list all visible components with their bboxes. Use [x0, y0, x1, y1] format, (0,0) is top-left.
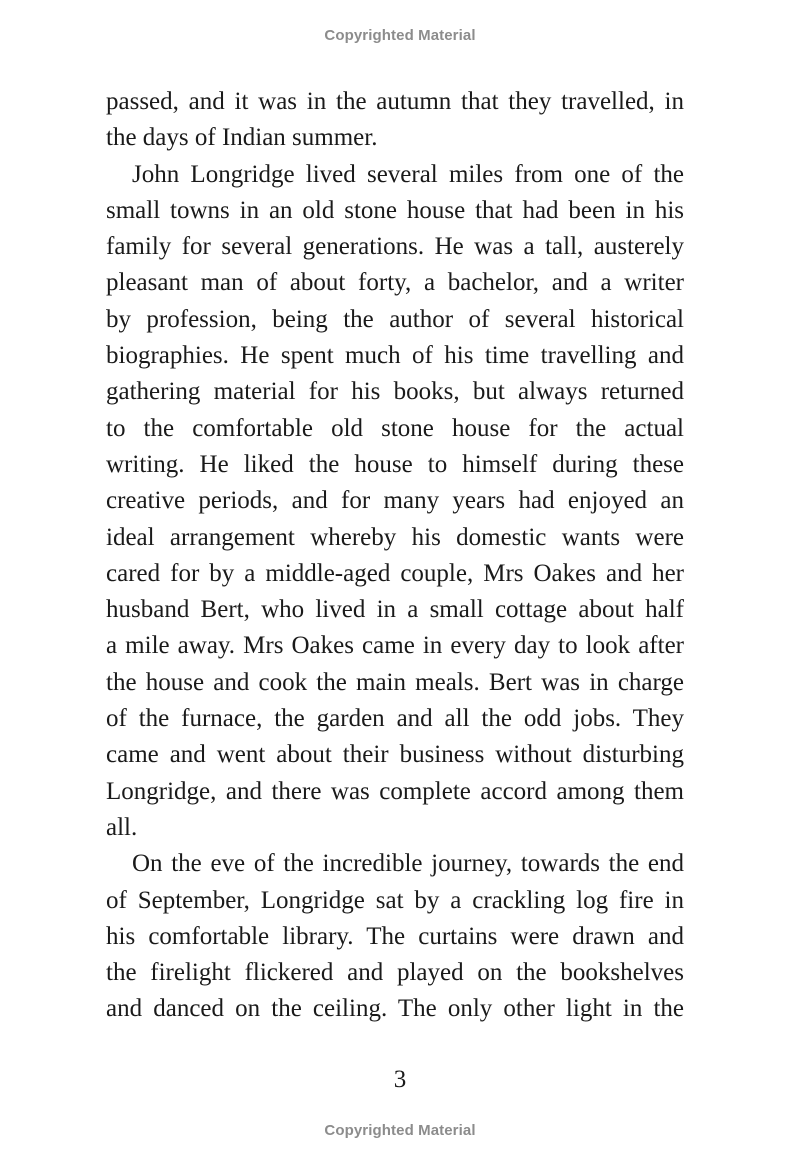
text-line: writing. He liked the house to himself during these: [106, 450, 684, 478]
text-line: all.: [106, 813, 138, 841]
paragraph: [106, 157, 684, 847]
text-line: creative periods, and for many years had enjoyed an: [106, 487, 684, 515]
copyright-watermark-top: Copyrighted Material: [324, 27, 476, 44]
text-line: the days of Indian summer.: [106, 124, 378, 152]
text-line: the firelight flickered and played on the bookshelves: [106, 959, 684, 987]
text-line: Longridge, and there was complete accord among them: [106, 777, 684, 805]
text-line: John Longridge lived several miles from one of the: [132, 160, 684, 188]
text-line: passed, and it was in the autumn that they travelled, in: [106, 88, 684, 115]
text-line: came and went about their business without disturbing: [106, 741, 684, 769]
text-line: the house and cook the main meals. Bert was in charge: [106, 668, 684, 696]
text-line: his comfortable library. The curtains were drawn and: [106, 922, 684, 950]
text-line: of September, Longridge sat by a crackling log fire in: [106, 886, 684, 914]
copyright-watermark-bottom: Copyrighted Material: [324, 1122, 476, 1139]
text-line: by profession, being the author of several historical: [106, 305, 684, 333]
text-line: On the eve of the incredible journey, towards the end: [132, 850, 684, 878]
text-line: of the furnace, the garden and all the odd jobs. They: [106, 705, 684, 733]
page-number: 3: [393, 1066, 407, 1093]
paragraph: [106, 84, 684, 157]
text-line: ideal arrangement whereby his domestic wants were: [106, 523, 684, 551]
text-line: a mile away. Mrs Oakes came in every day to look after: [106, 632, 684, 660]
text-line: gathering material for his books, but always returned: [106, 378, 684, 406]
text-line: small towns in an old stone house that had been in his: [106, 196, 684, 224]
text-line: husband Bert, who lived in a small cottage about half: [106, 596, 684, 624]
text-line: family for several generations. He was a tall, austerely: [106, 233, 684, 261]
text-line: to the comfortable old stone house for the actual: [106, 414, 684, 442]
page-body-text: [106, 84, 684, 1028]
text-line: pleasant man of about forty, a bachelor, and a writer: [106, 269, 684, 297]
text-line: and danced on the ceiling. The only other light in the: [106, 995, 684, 1023]
text-line: biographies. He spent much of his time travelling and: [106, 342, 684, 370]
text-line: cared for by a middle-aged couple, Mrs Oakes and her: [106, 559, 684, 587]
paragraph: [106, 846, 684, 1027]
